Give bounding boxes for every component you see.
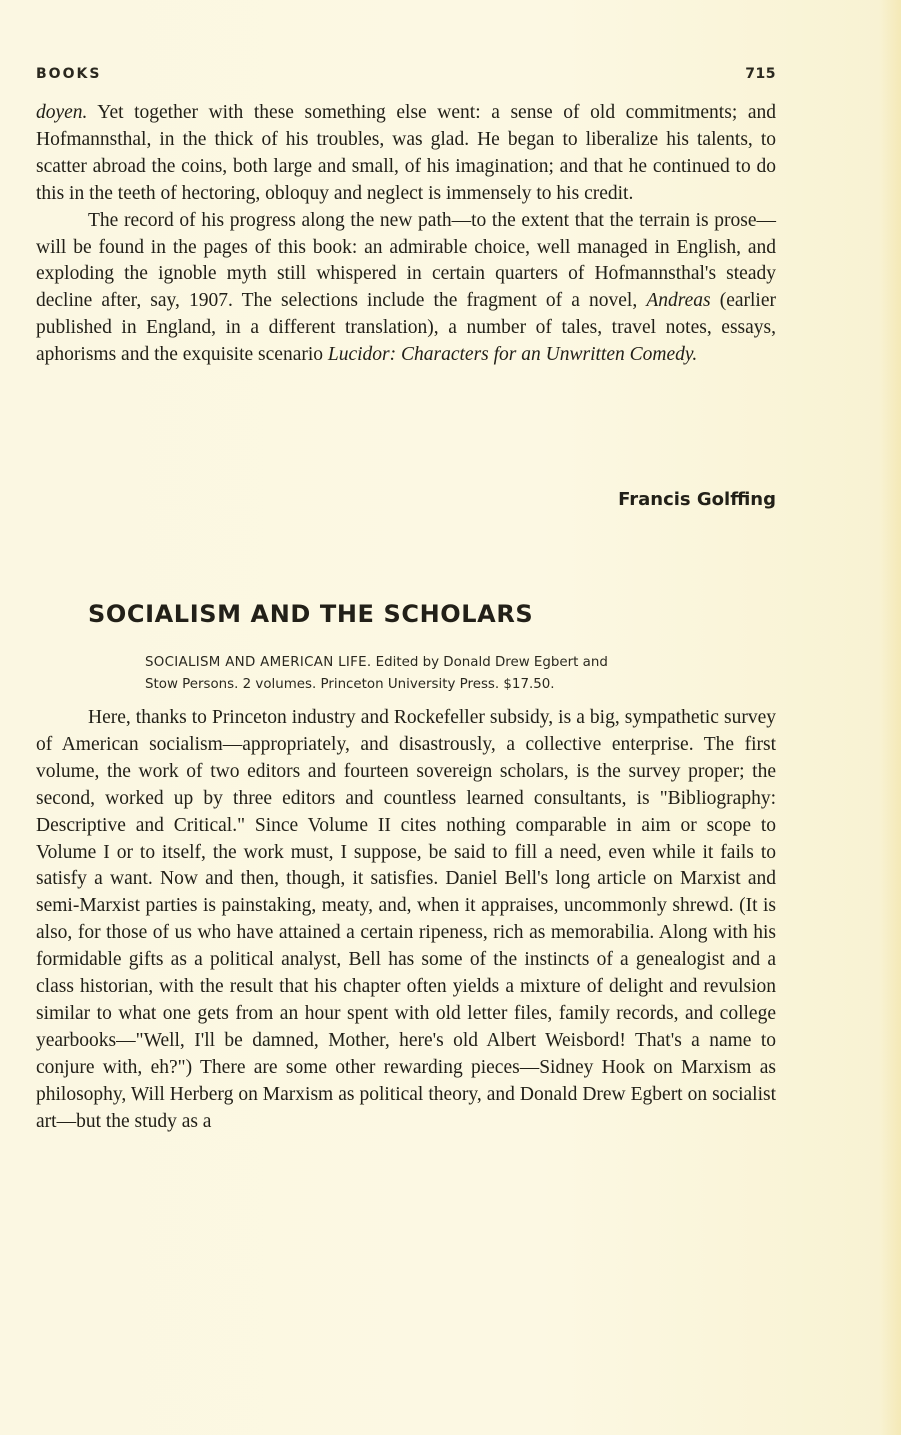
review-paragraph-1: Here, thanks to Princeton industry and Rockefeller subsidy, is a big, sympathetic survey of American socialism—appropriately, and disastrously, a collective enterprise. The first volume, the work of two editors and fourteen sovereign scholars, is the survey proper; the second, worked up by three editors and countless learned consultants, is "Bibliography: Descriptive and Critical." Since Volume II cites nothing comparable in aim or scope to Volume I or to itself, the work must, I suppose, be said to fill a need, even while it fails to satisfy a want. Now and then, though, it satisfies. Daniel Bell's long article on Marxist and semi-Marxist parties is painstaking, meaty, and, when it appraises, uncommonly shrewd. (It is also, for those of us who have attained a certain ripeness, rich as memorabilia. Along with his formidable gifts as a political analyst, Bell has some of the instincts of a genealogist and a class historian, with the result that his chapter often yields a mixture of delight and revulsion similar to what one gets from an hour spent with old letter files, family records, and college yearbooks—"Well, I'll be damned, Mother, here's old Albert Weisbord! That's a name to conjure with, eh?") There are some other rewarding pieces—Sidney Hook on Marxism as philosophy, Will Herberg on Marxism as political theory, and Donald Drew Egbert on socialist art—but the study as a bbox=[36, 707, 776, 1132]
previous-review-paragraph-2 bbox=[36, 208, 776, 369]
review-body bbox=[36, 705, 776, 1136]
novel-title-andreas: Andreas bbox=[646, 290, 711, 312]
citation-publication-info: Stow Persons. 2 volumes. Princeton University Press. $17.50. bbox=[145, 677, 555, 692]
previous-review-paragraph-1 bbox=[36, 100, 776, 208]
review-headline: SOCIALISM AND THE SCHOLARS bbox=[88, 600, 534, 628]
citation-editors: Edited by Donald Drew Egbert and bbox=[375, 655, 608, 670]
paragraph-2-text-b: (earlier published in England, in a different translation), a number of tales, travel notes, essays, aphorisms and the exquisite scenario bbox=[36, 290, 777, 366]
opening-italic-word: doyen. bbox=[36, 102, 88, 123]
scenario-title-lucidor: Lucidor: bbox=[327, 344, 397, 366]
citation-book-title: SOCIALISM AND AMERICAN LIFE. bbox=[145, 655, 372, 670]
page-edge-shadow bbox=[879, 0, 901, 1435]
paragraph-2-text-a: The record of his progress along the new path—to the extent that the terrain is prose—will be found in the pages of this book: an admirable choice, well managed in English, and exploding the ignoble myth still whispered in certain quarters of Hofmannsthal's steady decline after, say, 1907. The selections include the fragment of a novel, bbox=[36, 209, 776, 312]
previous-review-body bbox=[36, 100, 776, 369]
running-head-section: BOOKS bbox=[36, 66, 102, 82]
book-citation bbox=[145, 652, 780, 696]
scenario-subtitle: Characters for an Unwritten Comedy. bbox=[401, 344, 698, 366]
reviewer-signature: Francis Golffing bbox=[618, 489, 776, 510]
running-head bbox=[36, 66, 776, 86]
page-number: 715 bbox=[745, 66, 776, 82]
paragraph-1-text: Yet together with these something else went: a sense of old commitments; and Hofmannsthal, in the thick of his troubles, was glad. He began to liberalize his talents, to scatter abroad the coins, both large and small, of his imagination; and that he continued to do this in the teeth of hectoring, obloquy and neglect is immensely to his credit. bbox=[36, 102, 776, 204]
